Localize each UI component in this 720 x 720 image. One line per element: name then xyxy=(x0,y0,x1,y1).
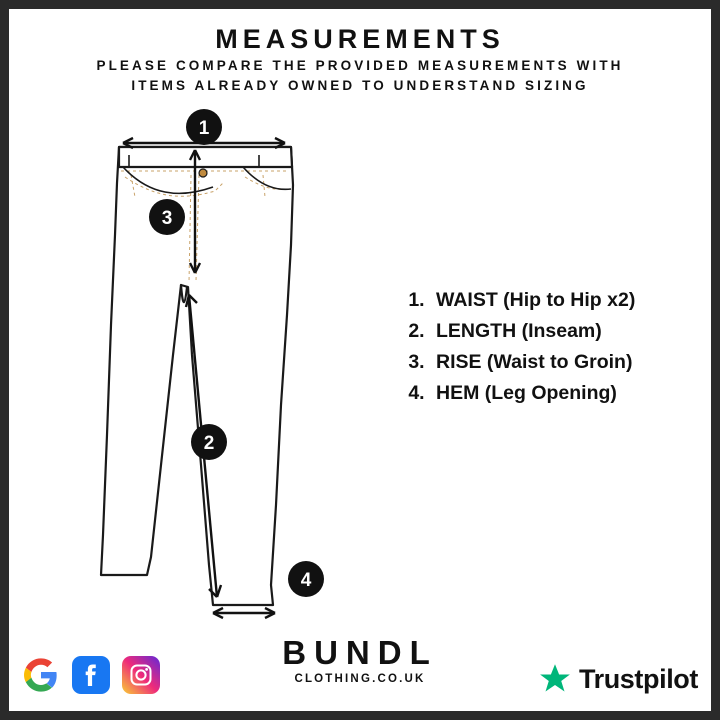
frame-border-left xyxy=(0,0,9,720)
brand-name: BUNDL xyxy=(282,634,438,671)
frame-border-bottom xyxy=(0,711,720,720)
callout-badge-2 xyxy=(191,424,227,460)
jeans-button xyxy=(199,169,207,177)
svg-text:1: 1 xyxy=(198,118,210,139)
legend-item-rise: 3. RISE (Waist to Groin) xyxy=(430,347,690,378)
callout-badge-4 xyxy=(288,561,324,597)
trustpilot-badge[interactable] xyxy=(538,662,698,696)
legend-item-length: 2. LENGTH (Inseam) xyxy=(430,316,690,347)
page-title: MEASUREMENTS xyxy=(215,24,505,54)
brand-website: CLOTHING.CO.UK xyxy=(294,673,426,685)
callout-badge-3 xyxy=(149,199,185,235)
callout-badge-1 xyxy=(186,109,222,145)
jeans-diagram xyxy=(95,105,385,625)
trustpilot-label: Trustpilot xyxy=(579,663,698,694)
trustpilot-star-icon xyxy=(538,662,572,696)
measurement-legend xyxy=(400,285,690,409)
google-icon[interactable] xyxy=(22,656,60,694)
brand-logo xyxy=(240,636,480,685)
facebook-icon[interactable] xyxy=(72,656,110,694)
svg-text:4: 4 xyxy=(300,570,312,591)
svg-text:3: 3 xyxy=(161,208,173,229)
frame-border-right xyxy=(711,0,720,720)
legend-item-hem: 4. HEM (Leg Opening) xyxy=(430,378,690,409)
frame-border-top xyxy=(0,0,720,9)
subtitle-line-2: ITEMS ALREADY OWNED TO UNDERSTAND SIZING xyxy=(131,78,589,93)
page-subtitle xyxy=(60,56,660,96)
svg-text:2: 2 xyxy=(203,433,215,454)
social-links xyxy=(22,656,160,694)
subtitle-line-1: PLEASE COMPARE THE PROVIDED MEASUREMENTS WITH xyxy=(96,58,624,73)
instagram-icon[interactable] xyxy=(122,656,160,694)
legend-item-waist: 1. WAIST (Hip to Hip x2) xyxy=(430,285,690,316)
